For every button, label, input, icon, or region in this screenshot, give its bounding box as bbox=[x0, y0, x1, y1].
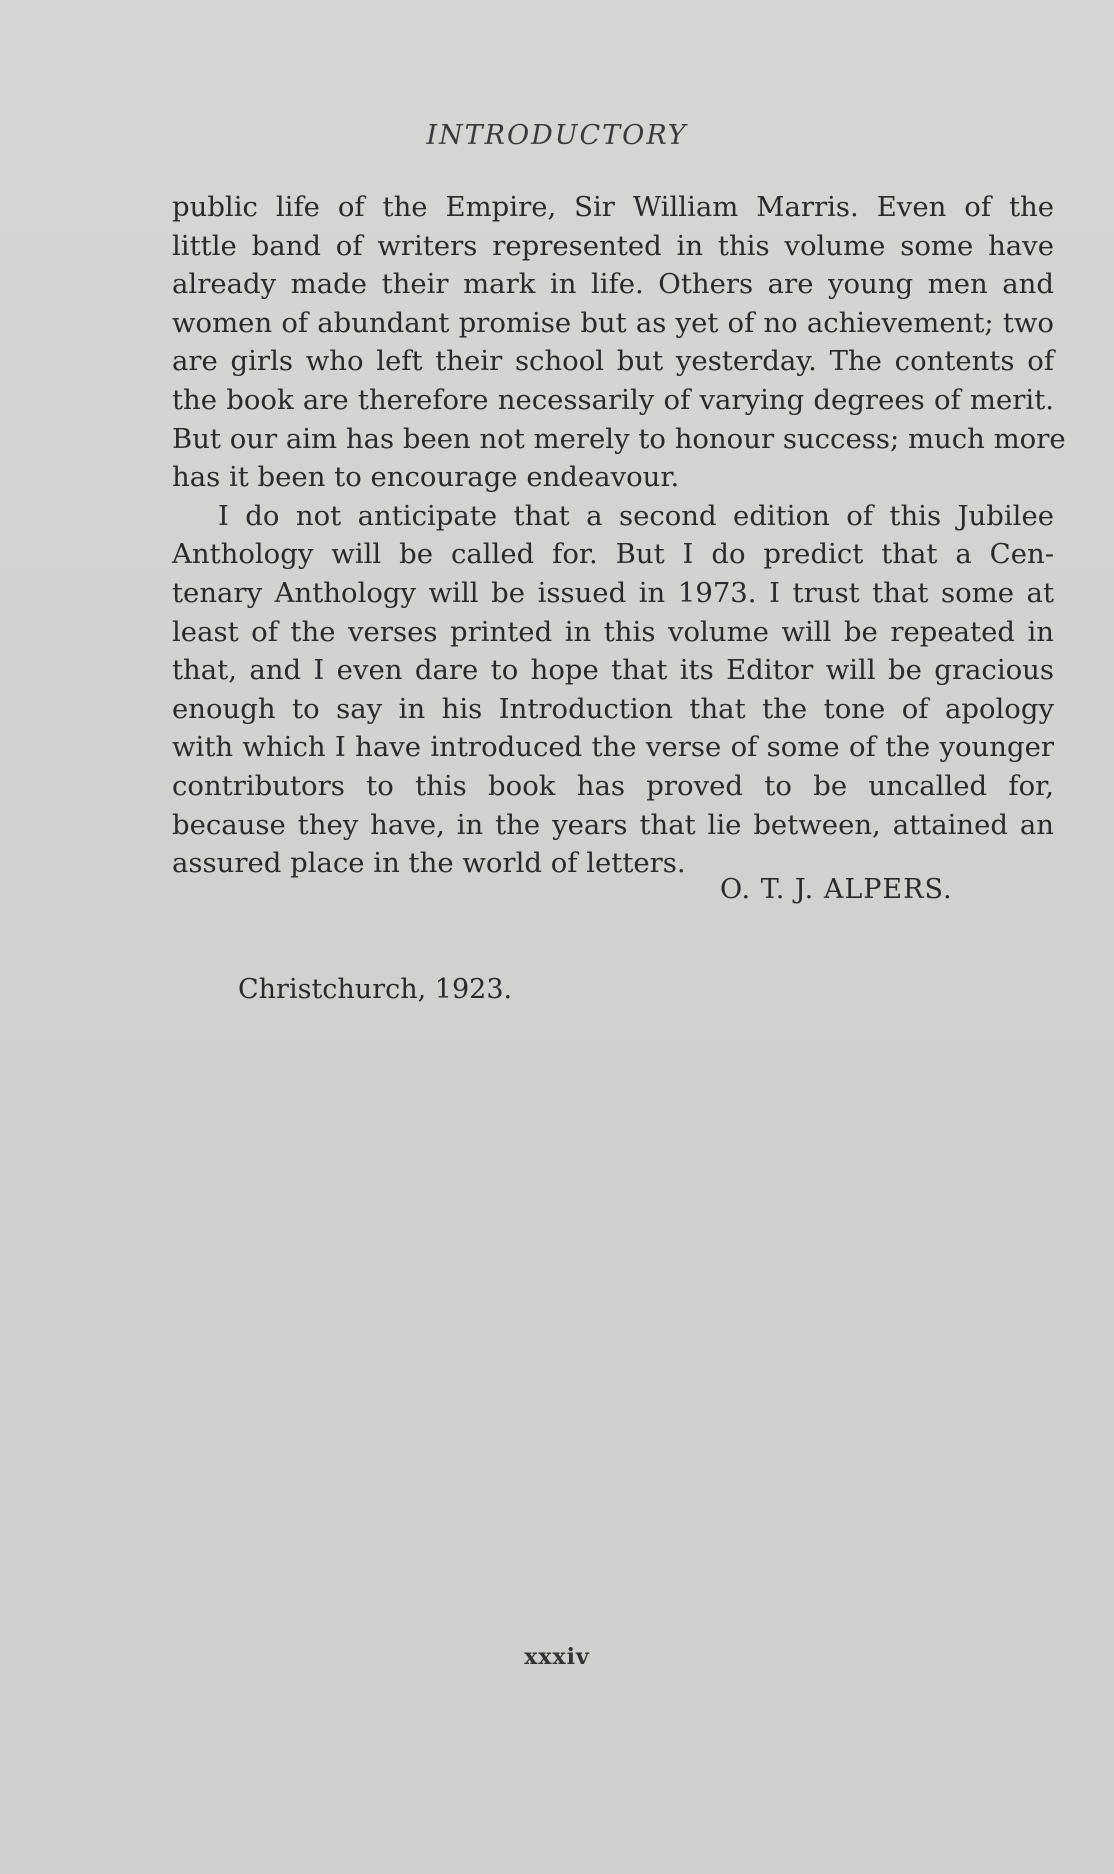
body-text bbox=[172, 188, 1066, 883]
text-line: assured place in the world of letters. bbox=[172, 847, 686, 880]
running-head: INTRODUCTORY bbox=[426, 120, 688, 151]
text-line: are girls who left their school but yesterday. The contents of bbox=[172, 345, 1054, 378]
text-line: public life of the Empire, Sir William Marris. Even of the bbox=[172, 191, 1054, 223]
text-line: tenary Anthology will be issued in 1973. I trust that some at bbox=[172, 576, 1054, 609]
text-line: But our aim has been not merely to honour success; much more bbox=[172, 422, 1066, 455]
text-line: the book are therefore necessarily of varying degrees of merit. bbox=[172, 383, 1054, 416]
text-line: little band of writers represented in this volume some have bbox=[172, 229, 1054, 262]
text-line: Anthology will be called for. But I do predict that a Cen- bbox=[172, 538, 1054, 571]
page-number: xxxiv bbox=[524, 1644, 590, 1670]
text-line: least of the verses printed in this volume will be repeated in bbox=[172, 615, 1054, 648]
text-line: with which I have introduced the verse of some of the younger bbox=[172, 731, 1054, 764]
text-line: has it been to encourage endeavour. bbox=[172, 461, 680, 494]
author-signature: O. T. J. ALPERS. bbox=[720, 874, 953, 905]
text-line: already made their mark in life. Others are young men and bbox=[172, 268, 1054, 301]
text-line: I do not anticipate that a second edition of this Jubilee bbox=[218, 499, 1054, 532]
text-line: contributors to this book has proved to be uncalled for, bbox=[172, 769, 1054, 802]
text-line: enough to say in his Introduction that the tone of apology bbox=[172, 692, 1054, 725]
text-line: women of abundant promise but as yet of no achievement; two bbox=[172, 306, 1054, 339]
text-line: that, and I even dare to hope that its Editor will be gracious bbox=[172, 654, 1054, 687]
text-line: because they have, in the years that lie between, attained an bbox=[172, 808, 1054, 841]
place-date: Christchurch, 1923. bbox=[238, 974, 513, 1005]
